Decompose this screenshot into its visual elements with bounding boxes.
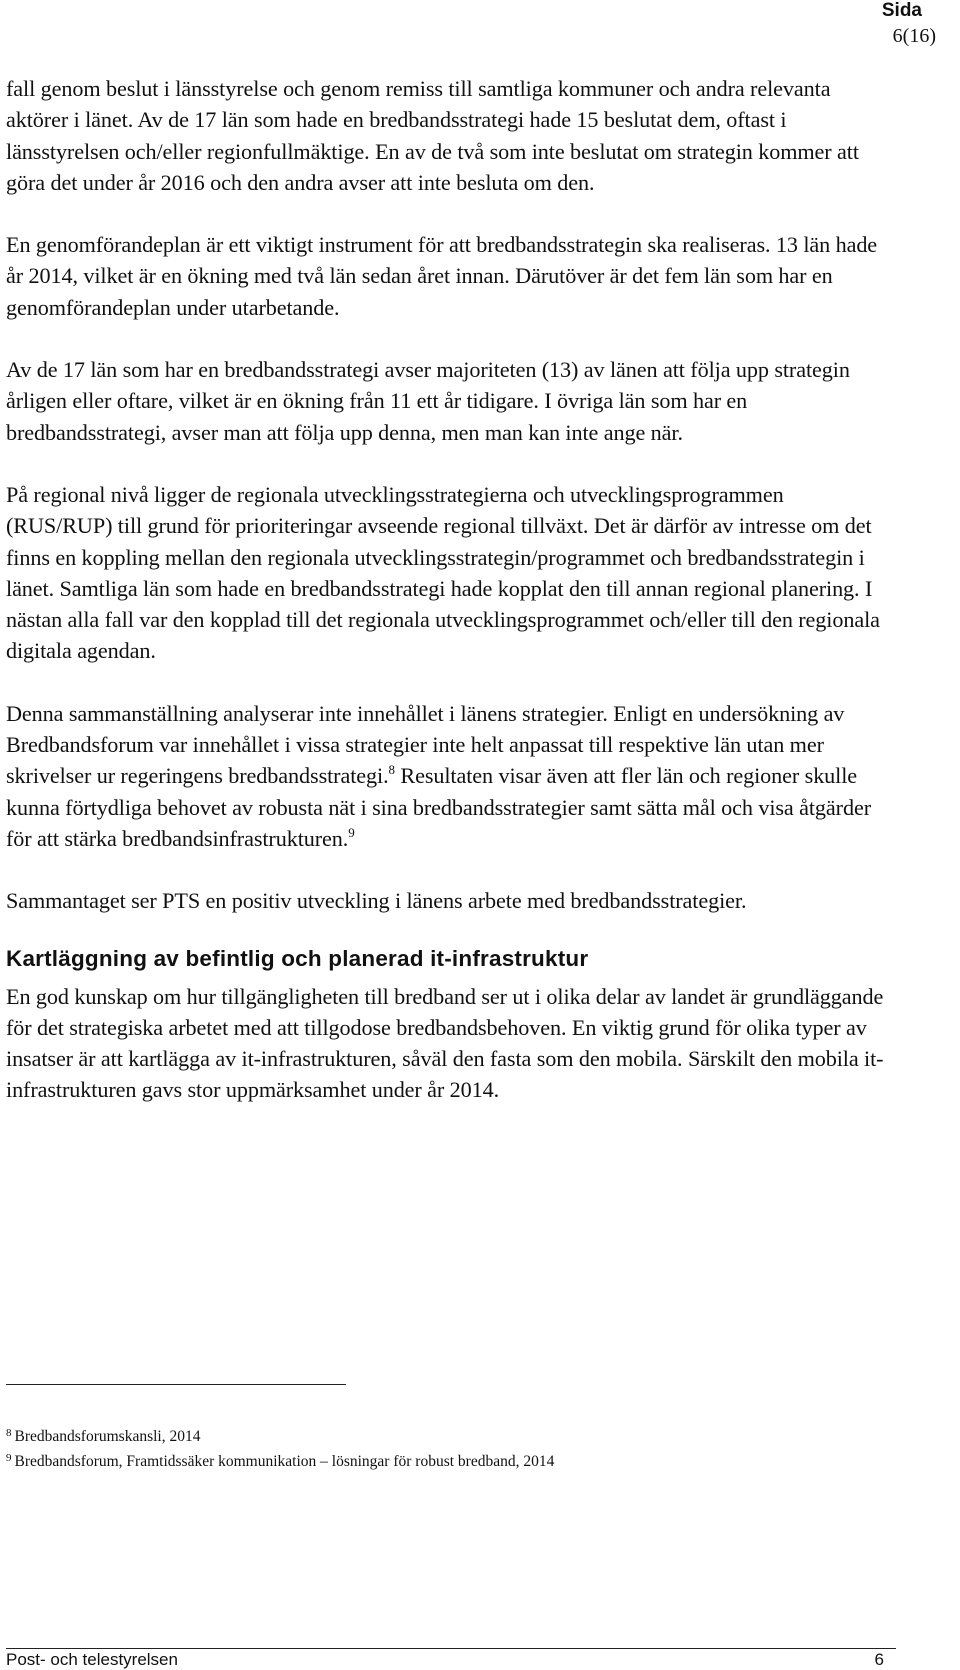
document-body: [6, 73, 886, 1137]
footnote-number: 8: [6, 1427, 12, 1439]
footer-separator: [6, 1648, 896, 1649]
paragraph-5: [6, 698, 886, 854]
paragraph-1: fall genom beslut i länsstyrelse och genom remiss till samtliga kommuner och andra relevanta aktörer i länet. Av de 17 län som hade en bredbandsstrategi hade 15 beslutat dem, oftast i länsstyrelsen och/eller regionfullmäktige. En av de två som inte beslutat om strategin kommer att göra det under år 2016 och den andra avser att inte besluta om den.: [6, 76, 859, 195]
section-heading: Kartläggning av befintlig och planerad it-infrastruktur: [6, 945, 589, 971]
paragraph-6: Sammantaget ser PTS en positiv utveckling i länens arbete med bredbandsstrategier.: [6, 888, 747, 914]
footnotes: [6, 1424, 906, 1474]
paragraph-5-text-b: Resultaten visar även att fler län och regioner skulle kunna förtydliga behovet av robusta nät i sina bredbandsstrategier samt sätta mål och visa åtgärder för att stärka bredbandsinfrastrukturen.: [6, 763, 871, 851]
footer-page-number: 6: [874, 1650, 884, 1669]
footnote-ref-9: 9: [348, 824, 355, 840]
footnote-text: Bredbandsforum, Framtidssäker kommunikation – lösningar för robust bredband, 2014: [14, 1453, 555, 1470]
footnote-separator: [6, 1384, 346, 1385]
paragraph-3: Av de 17 län som har en bredbandsstrategi avser majoriteten (13) av länen att följa upp strategin årligen eller oftare, vilket är en ökning från 11 ett år tidigare. I övriga län som har en bredbandsstrategi, avser man att följa upp denna, men man kan inte ange när.: [6, 357, 850, 445]
paragraph-7: En god kunskap om hur tillgängligheten till bredband ser ut i olika delar av landet är grundläggande för det strategiska arbetet med att tillgodose bredbandsbehoven. En viktig grund för olika typer av insatser är att kartlägga av it-infrastrukturen, såväl den fasta som den mobila. Särskilt den mobila it-infrastrukturen gavs stor uppmärksamhet under år 2014.: [6, 983, 884, 1103]
footnote-number: 9: [6, 1452, 12, 1464]
footnote-ref-8: 8: [388, 762, 395, 778]
footnote-8: [6, 1424, 906, 1449]
page-label: Sida: [881, 0, 922, 21]
footnote-text: Bredbandsforumskansli, 2014: [14, 1428, 201, 1445]
paragraph-5-text-a: Denna sammanställning analyserar inte innehållet i länens strategier. Enligt en undersökning av Bredbandsforum var innehållet i vissa strategier inte helt anpassat till respektive län utan mer skrivelser ur regeringens bredbandsstrategi.: [6, 700, 845, 789]
footnote-9: [6, 1449, 906, 1474]
page-number-header: 6(16): [892, 25, 936, 47]
paragraph-2: En genomförandeplan är ett viktigt instrument för att bredbandsstrategin ska realiseras. 13 län hade år 2014, vilket är en ökning med två län sedan året innan. Därutöver är det fem län som har en genomförandeplan under utarbetande.: [6, 232, 878, 320]
paragraph-4: På regional nivå ligger de regionala utvecklingsstrategierna och utvecklingsprogrammen (RUS/RUP) till grund för prioriteringar avseende regional tillväxt. Det är därför av intresse om det finns en koppling mellan den regionala utvecklingsstrategin/programmet och bredbandsstrategin i länet. Samtliga län som hade en bredbandsstrategi hade kopplat den till annan regional planering. I nästan alla fall var den kopplad till det regionala utvecklingsprogrammet och/eller till den regionala digitala agendan.: [6, 481, 880, 664]
footer-organization: Post- och telestyrelsen: [6, 1650, 178, 1669]
